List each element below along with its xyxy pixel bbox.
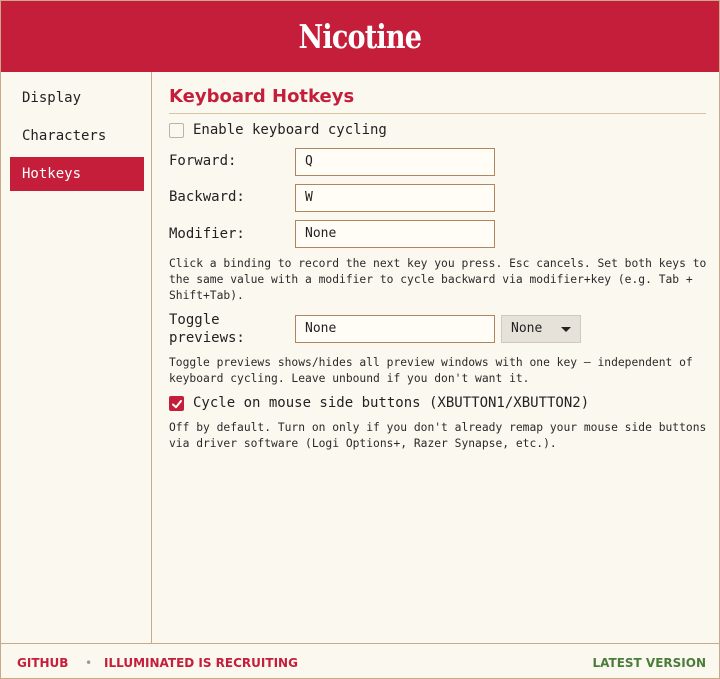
toggle-previews-input[interactable]: None: [295, 315, 495, 343]
footer: [1, 643, 719, 679]
chevron-down-icon: [561, 327, 571, 332]
forward-input[interactable]: Q: [295, 148, 495, 176]
modifier-label: Modifier:: [169, 226, 245, 242]
section-title: Keyboard Hotkeys: [169, 86, 355, 107]
mouse-buttons-checkbox[interactable]: [169, 396, 184, 411]
modifier-select-value: None: [511, 321, 543, 336]
enable-cycling-checkbox[interactable]: [169, 123, 184, 138]
footer-separator: •: [85, 656, 93, 670]
binding-help-text: Click a binding to record the next key you press. Esc cancels. Set both keys to the same value with a modifier to cycle backward via modifier+key (e.g. Tab + Shift+Tab).: [169, 257, 707, 302]
mouse-buttons-label[interactable]: Cycle on mouse side buttons (XBUTTON1/XBUTTON2): [193, 395, 590, 411]
recruiting-link[interactable]: ILLUMINATED IS RECRUITING: [104, 656, 298, 670]
forward-label: Forward:: [169, 153, 237, 169]
backward-input[interactable]: W: [295, 184, 495, 212]
app-title: Nicotine: [298, 17, 422, 56]
github-link[interactable]: GITHUB: [17, 656, 69, 670]
sidebar-item-hotkeys[interactable]: Hotkeys: [10, 157, 144, 191]
toggle-help-text: Toggle previews shows/hides all preview windows with one key — independent of keyboard cycling. Leave unbound if you don't want it.: [169, 356, 693, 385]
sidebar: [1, 72, 152, 643]
title-divider: [169, 113, 706, 114]
latest-version-link[interactable]: LATEST VERSION: [592, 656, 706, 670]
toggle-previews-label-line1: Toggle: [169, 312, 220, 328]
enable-cycling-label[interactable]: Enable keyboard cycling: [193, 122, 387, 138]
backward-label: Backward:: [169, 189, 245, 205]
toggle-previews-modifier-select[interactable]: [501, 315, 581, 343]
checkmark-icon: [171, 398, 183, 410]
title-bar: [1, 1, 719, 72]
sidebar-item-display[interactable]: Display: [22, 90, 82, 106]
toggle-previews-label-line2: previews:: [169, 330, 245, 346]
hotkeys-panel: [153, 72, 719, 643]
mouse-help-text: Off by default. Turn on only if you don't already remap your mouse side buttons via driver software (Logi Options+, Razer Synapse, etc.).: [169, 421, 707, 450]
modifier-input[interactable]: None: [295, 220, 495, 248]
sidebar-item-characters[interactable]: Characters: [22, 128, 107, 144]
